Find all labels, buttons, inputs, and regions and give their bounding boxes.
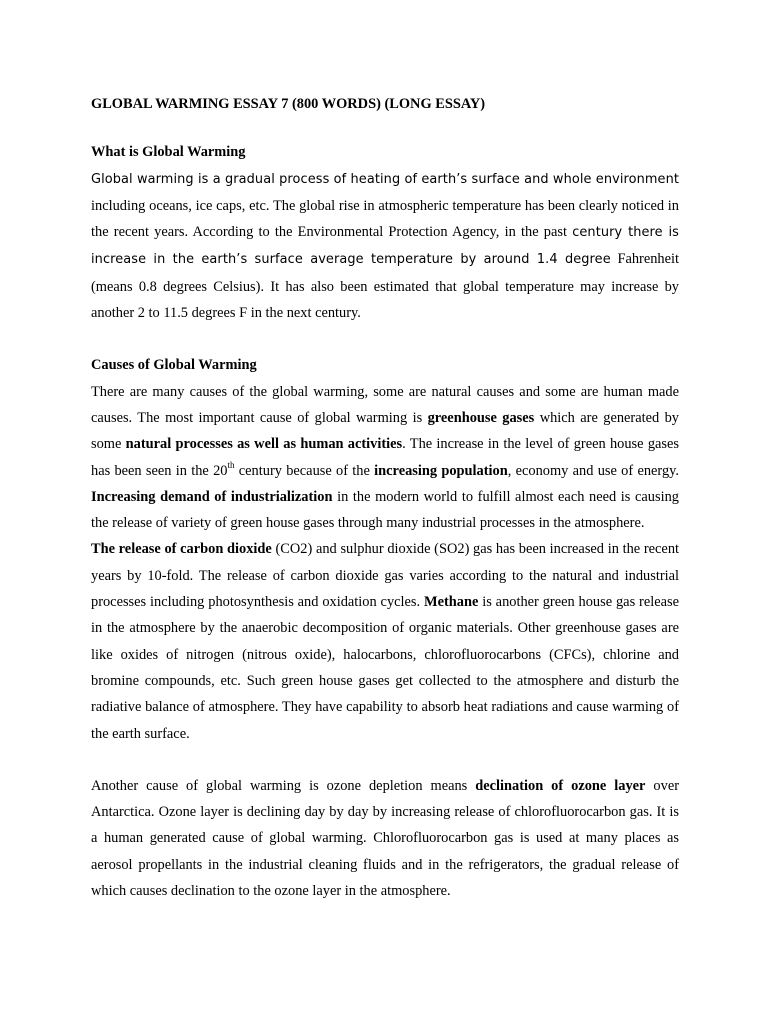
paragraph-text: Global warming is a gradual process of heating of earth’s surface and whole environment — [91, 171, 679, 187]
paragraph-text: Fahrenheit (means 0.8 degrees Celsius). It has also been estimated that global temperature may increase by another 2 to 11.5 degrees F in the next century. — [91, 251, 679, 322]
paragraph-ozone — [91, 773, 679, 904]
paragraph-text: There are many causes of the global warming, some are natural causes and some are human made causes. The most important cause of global warming is — [91, 383, 679, 426]
paragraph-text: in the modern world to fulfill almost each need is causing the release of variety of green house gases through many industrial processes in the atmosphere. — [91, 488, 679, 532]
emphasis-text: greenhouse gases — [427, 409, 535, 426]
paragraph-text: (CO2) and sulphur dioxide (SO2) gas has been increased in the recent years by 10-fold. The release of carbon dioxide gas varies according to the natural and industrial processes including photosynthesis and oxidation cycles. — [91, 541, 680, 611]
paragraph-text: Another cause of global warming is ozone depletion means — [91, 777, 476, 794]
section-heading-what-is: What is Global Warming — [91, 144, 246, 161]
paragraph-text: century because of the — [234, 462, 375, 479]
paragraph-definition — [91, 166, 679, 327]
emphasis-text: increasing population — [374, 462, 508, 479]
paragraph-text: which are generated by some — [91, 409, 679, 453]
paragraph-text: is another green house gas release in the atmosphere by the anaerobic decomposition of organic materials. Other greenhouse gases are like oxides of nitrogen (nitrous oxide), halocarbons, chlorofluorocarbons (CFCs), chlorine and bromine compounds, etc. Such green house gases get collected to the atmosphere and disturb the radiative balance of atmosphere. They have capability to absorb heat radiations and cause warming of the earth surface. — [91, 594, 679, 742]
paragraph-causes — [91, 379, 679, 537]
section-heading-causes: Causes of Global Warming — [91, 357, 257, 374]
emphasis-text: natural processes as well as human activities — [125, 436, 403, 453]
paragraph-text: . The increase in the level of green house gases has been seen in the 20 — [91, 436, 679, 479]
emphasis-text: The release of carbon dioxide — [91, 541, 272, 558]
emphasis-text: Increasing demand of industrialization — [91, 488, 333, 505]
essay-body — [91, 91, 679, 904]
essay-title: GLOBAL WARMING ESSAY 7 (800 WORDS) (LONG ESSAY) — [91, 96, 486, 112]
paragraph-carbon-dioxide — [91, 536, 679, 746]
emphasis-text: declination of ozone layer — [475, 777, 646, 794]
emphasis-text: Methane — [423, 594, 479, 611]
paragraph-text: including oceans, ice caps, etc. The global rise in atmospheric temperature has been clearly noticed in the recent years. According to the Environmental Protection Agency, in the past — [91, 197, 679, 241]
paragraph-text: over Antarctica. Ozone layer is declining day by day by increasing release of chlorofluorocarbon gas. It is a human generated cause of global warming. Chlorofluorocarbon gas is used at many places as aerosol propellants in the industrial cleaning fluids and in the refrigerators, the gradual release of which causes declination to the ozone layer in the atmosphere. — [91, 777, 679, 900]
superscript-text: th — [227, 459, 235, 470]
paragraph-text: century there is increase in the earth’s surface average temperature by around 1.4 degree — [91, 225, 679, 268]
paragraph-text: , economy and use of energy. — [507, 462, 680, 479]
